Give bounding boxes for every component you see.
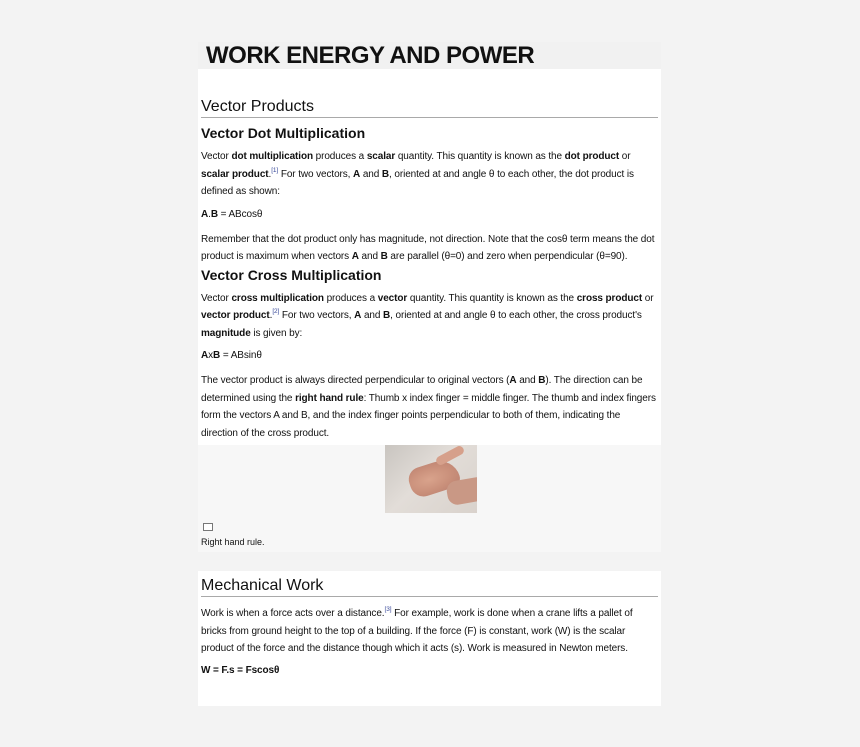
work-formula: W = F.s = Fscosθ [201, 664, 280, 676]
document-page [198, 42, 661, 706]
cross-formula: AxB = ABsinθ [201, 350, 262, 361]
reference-link-2[interactable]: [2] [272, 308, 280, 315]
section-gap [198, 552, 661, 571]
page-title: WORK ENERGY AND POWER [198, 42, 661, 69]
right-hand-photo[interactable] [385, 445, 477, 513]
section-heading-mechanical-work: Mechanical Work [201, 576, 658, 597]
cross-paragraph-2: The vector product is always directed perpendicular to original vectors (A and B). The direction can be determined using the right hand rule: Thumb x index finger = middle finger. The thumb and index fingers form the vectors A and B, and the index finger points perpendicular to both of them, indicating the direction of the cross product. [201, 375, 656, 439]
dot-paragraph-2: Remember that the dot product only has magnitude, not direction. Note that the cosθ term means the dot product is maximum when vectors A and B are parallel (θ=0) and zero when perpendicular (θ=90). [201, 233, 655, 262]
section-heading-vector-products: Vector Products [201, 97, 658, 118]
reference-link-3[interactable]: [3] [384, 606, 392, 613]
work-paragraph-1: Work is when a force acts over a distance.[3] For example, work is done when a crane lifts a pallet of bricks from ground height to the top of a building. If the force (F) is constant, work (W) is the scalar product of the force and the distance though which it acts (s). Work is measured in Newton meters. [201, 606, 633, 654]
figure-right-hand-rule [198, 445, 661, 552]
subsection-heading-cross: Vector Cross Multiplication [201, 266, 382, 283]
document-content [198, 69, 661, 678]
enlarge-icon[interactable] [203, 523, 213, 531]
dot-paragraph-1: Vector dot multiplication produces a scalar quantity. This quantity is known as the dot product or scalar product.[1] For two vectors, A and B, oriented at and angle θ to each other, the dot product is defined as shown: [201, 151, 634, 197]
dot-formula: A.B = ABcosθ [201, 208, 263, 220]
reference-link-1[interactable]: [1] [271, 166, 279, 174]
cross-paragraph-1: Vector cross multiplication produces a vector quantity. This quantity is known as the cross product or vector product.[2] For two vectors, A and B, oriented at and angle θ to each other, the cross product's magnitude is given by: [201, 292, 654, 339]
figure-caption: Right hand rule. [201, 537, 265, 547]
subsection-heading-dot: Vector Dot Multiplication [201, 125, 366, 141]
